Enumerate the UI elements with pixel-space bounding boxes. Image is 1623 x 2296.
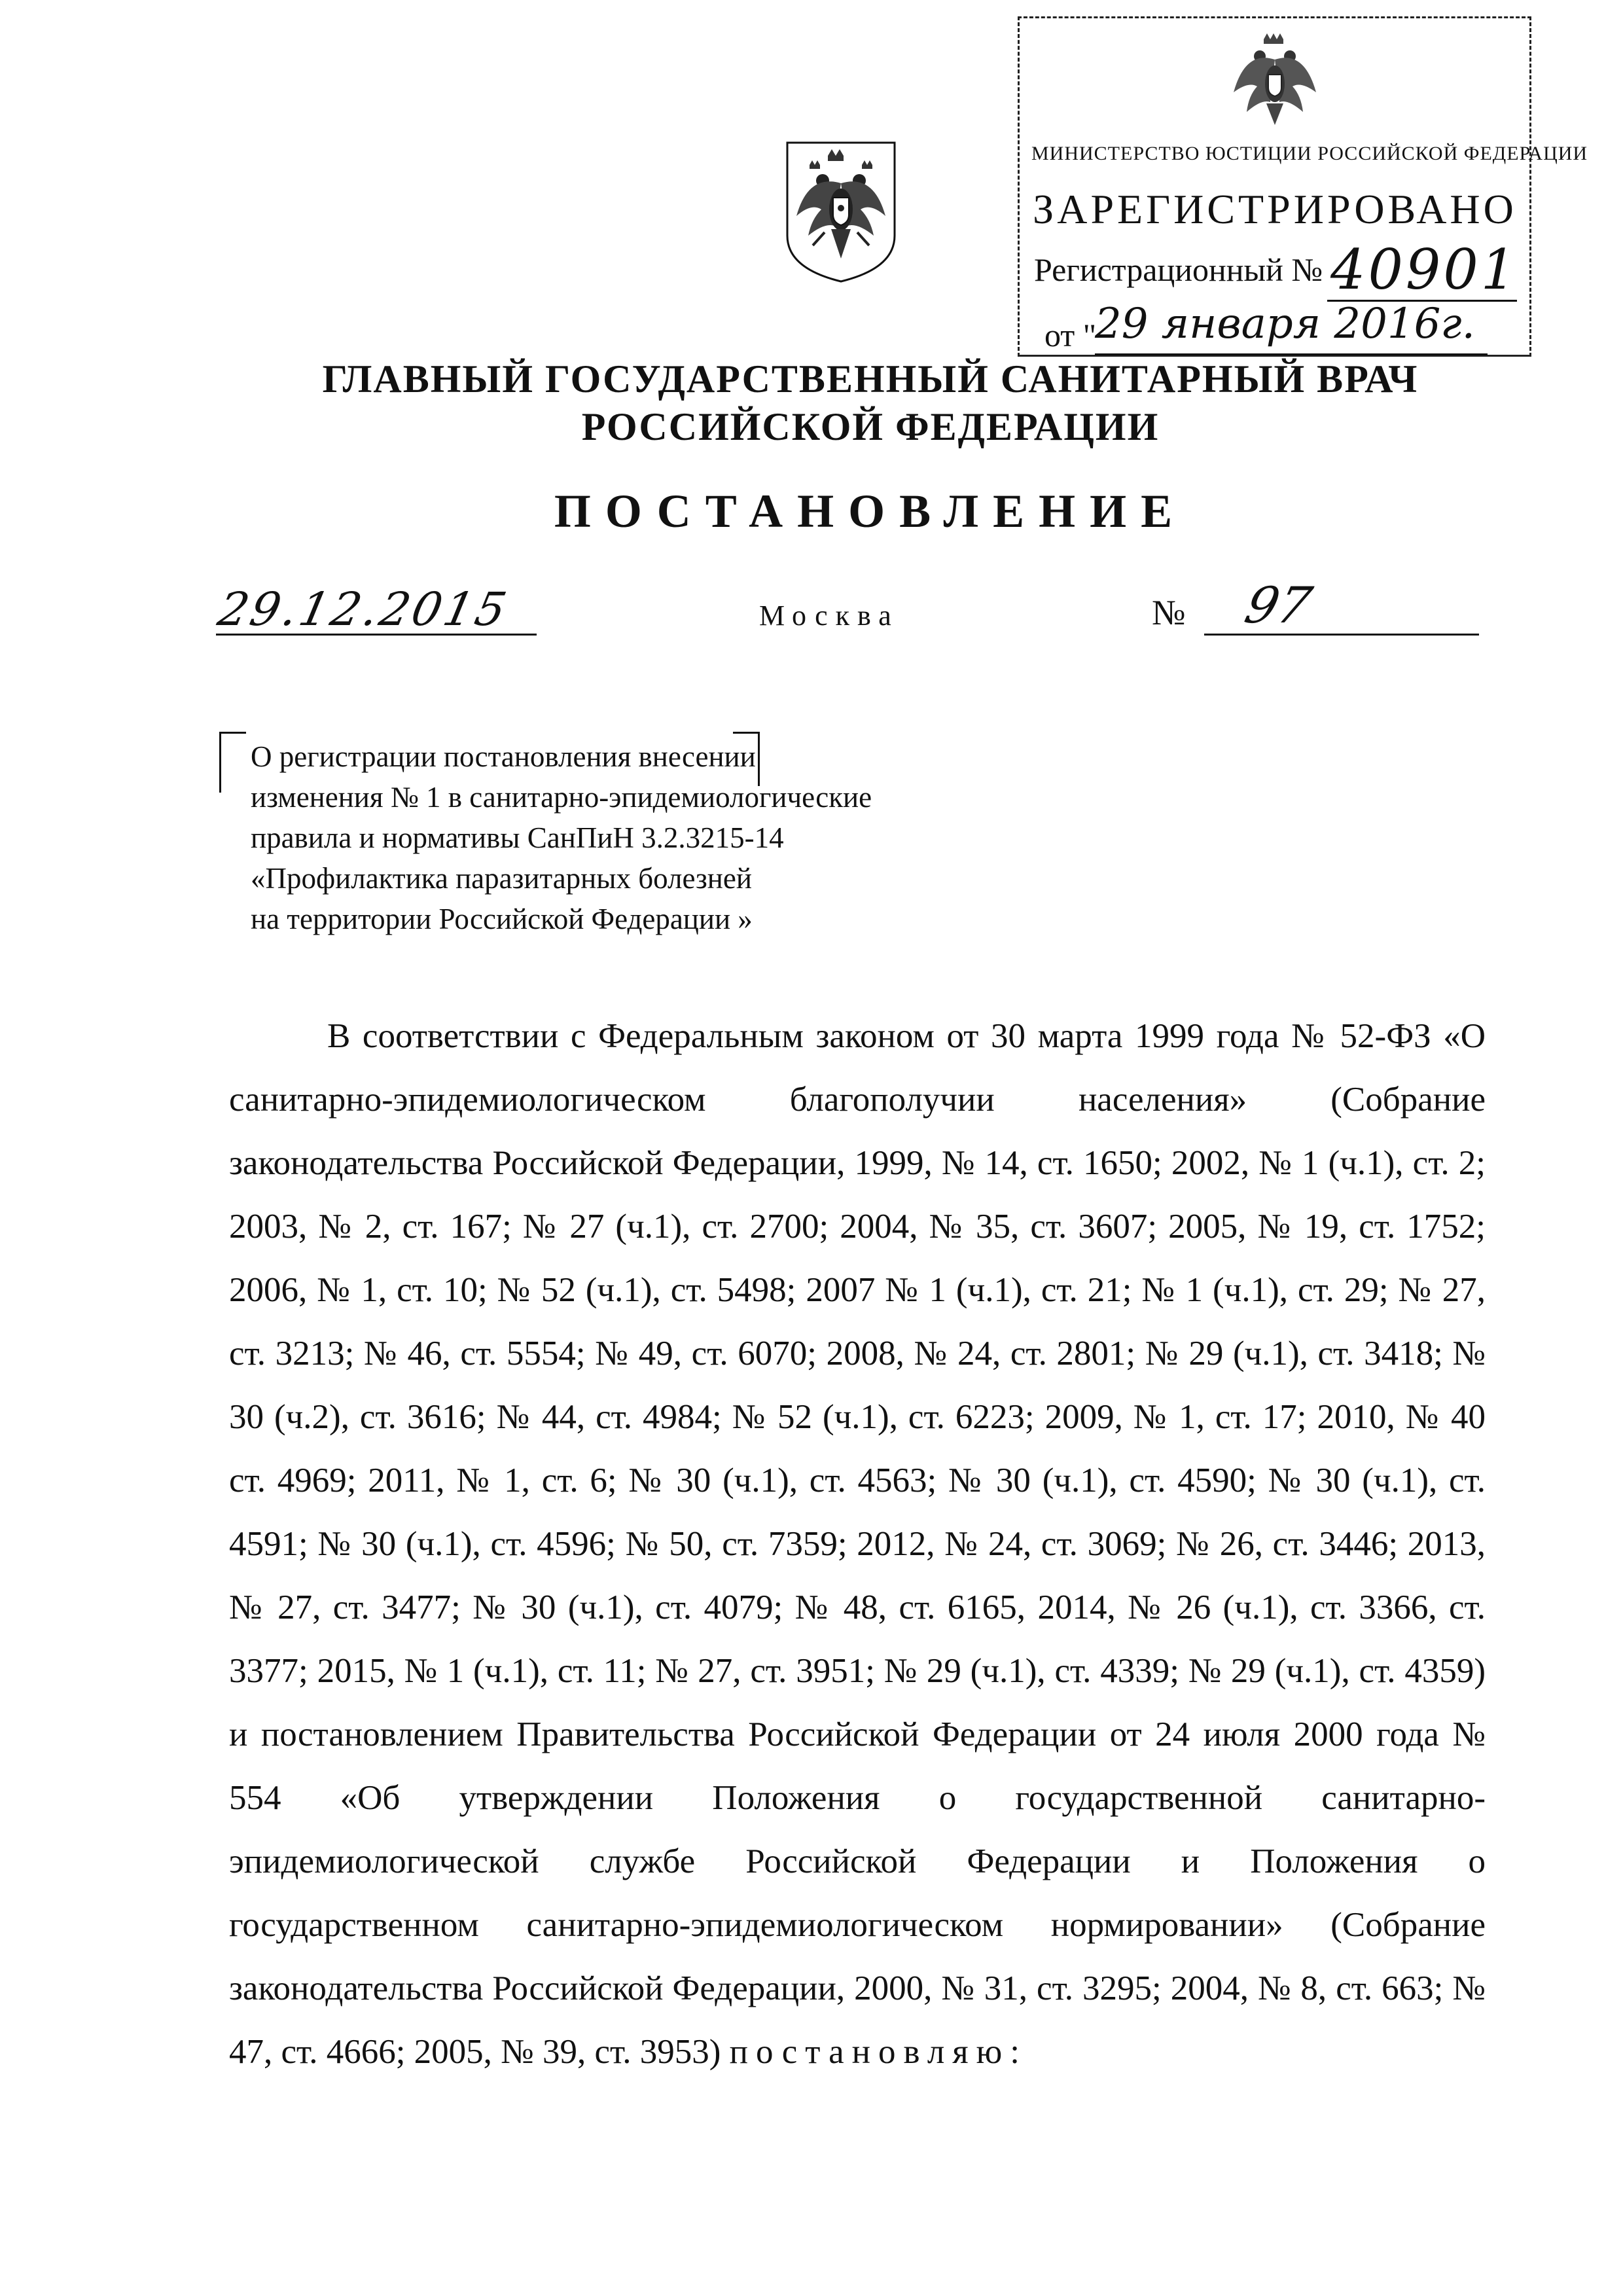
authority-title-line2: РОССИЙСКОЙ ФЕДЕРАЦИИ [581, 405, 1160, 448]
body-closing-word: постановляю: [729, 2033, 1027, 2071]
stamp-ministry-name: МИНИСТЕРСТВО ЮСТИЦИИ РОССИЙСКОЙ ФЕДЕРАЦИИ [1031, 143, 1588, 164]
subject-line: правила и нормативы СанПиН 3.2.3215-14 [251, 821, 784, 854]
decree-subject [251, 736, 1036, 939]
subject-line: О регистрации постановления внесении [251, 740, 756, 773]
stamp-registration-label: Регистрационный № [1034, 251, 1323, 288]
city-name: Москва [759, 600, 899, 632]
subject-line: на территории Российской Федерации » [251, 903, 753, 935]
stamp-registered-label: ЗАРЕГИСТРИРОВАНО [1033, 186, 1517, 232]
state-emblem-icon [782, 137, 900, 285]
body-text: В соответствии с Федеральным законом от 30 марта 1999 года № 52-ФЗ «О санитарно-эпидемиологическом благополучии населения» (Собрание законодательства Российской Федерации, 1999, № 14, ст. 1650; 2002, № 1 (ч.1), ст. 2; 2003, № 2, ст. 167; № 27 (ч.1), ст. 2700; 2004, № 35, ст. 3607; 2005, № 19, ст. 1752; 2006, № 1, ст. 10; № 52 (ч.1), ст. 5498; 2007 № 1 (ч.1), ст. 21; № 1 (ч.1), ст. 29; № 27, ст. 3213; № 46, ст. 5554; № 49, ст. 6070; 2008, № 24, ст. 2801; № 29 (ч.1), ст. 3418; № 30 (ч.2), ст. 3616; № 44, ст. 4984; № 52 (ч.1), ст. 6223; 2009, № 1, ст. 17; 2010, № 40 ст. 4969; 2011, № 1, ст. 6; № 30 (ч.1), ст. 4563; № 30 (ч.1), ст. 4590; № 30 (ч.1), ст. 4591; № 30 (ч.1), ст. 4596; № 50, ст. 7359; 2012, № 24, ст. 3069; № 26, ст. 3446; 2013, № 27, ст. 3477; № 30 (ч.1), ст. 4079; № 48, ст. 6165, 2014, № 26 (ч.1), ст. 3366, ст. 3377; 2015, № 1 (ч.1), ст. 11; № 27, ст. 3951; № 29 (ч.1), ст. 4339; № 29 (ч.1), ст. 4359) и постановлением Правительства Российской Федерации от 24 июля 2000 года № 554 «Об утверждении Положения о государственной санитарно-эпидемиологической службе Российской Федерации и Положения о государственном санитарно-эпидемиологическом нормировании» (Собрание законодательства Российской Федерации, 2000, № 31, ст. 3295; 2004, № 8, ст. 663; № 47, ст. 4666; 2005, № 39, ст. 3953) [229, 1017, 1486, 2071]
stamp-date-underline [1095, 353, 1488, 355]
authority-title-line1: ГЛАВНЫЙ ГОСУДАРСТВЕННЫЙ САНИТАРНЫЙ ВРАЧ [322, 357, 1419, 401]
number-underline [1204, 634, 1479, 636]
stamp-registration-date: 29 января 2016г. [1095, 300, 1475, 348]
handwritten-date: 29.12.2015 [213, 583, 514, 636]
stamp-from-label: от " [1044, 317, 1097, 353]
document-type-title: ПОСТАНОВЛЕНИЕ [554, 485, 1187, 537]
handwritten-decree-number: 97 [1239, 576, 1317, 634]
subject-line: изменения № 1 в санитарно-эпидемиологические [251, 781, 872, 814]
subject-bracket-left [219, 732, 246, 793]
state-emblem-small-icon [1226, 30, 1324, 128]
decree-body-paragraph [229, 1005, 1486, 2084]
number-sign: № [1152, 593, 1186, 632]
stamp-registration-number: 40901 [1330, 238, 1519, 302]
subject-line: «Профилактика паразитарных болезней [251, 862, 752, 895]
registration-stamp [1018, 16, 1588, 357]
date-underline [216, 634, 537, 636]
